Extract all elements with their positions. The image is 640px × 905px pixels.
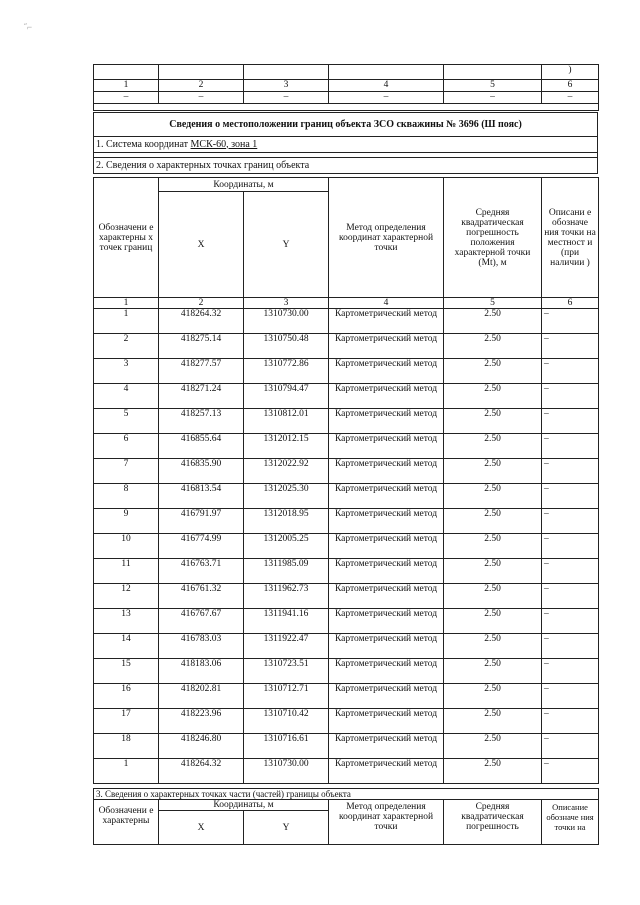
point-number: 12 [94,584,159,609]
x-coordinate: 416791.97 [159,509,244,534]
table-row [94,684,599,709]
table-row [94,759,599,784]
table-row [94,384,599,409]
table-row [94,659,599,684]
column-number: 3 [244,80,329,92]
column-number: 2 [159,298,244,309]
description: – [542,459,599,484]
error-value: 2.50 [444,584,542,609]
error-value: 2.50 [444,334,542,359]
y-coordinate: 1310750.48 [244,334,329,359]
column-number: 4 [329,298,444,309]
error-value: 2.50 [444,459,542,484]
y-coordinate: 1311962.73 [244,584,329,609]
y-coordinate: 1310794.47 [244,384,329,409]
x-coordinate: 418277.57 [159,359,244,384]
header-coordinates: Координаты, м [159,178,329,192]
error-value: 2.50 [444,409,542,434]
y-coordinate: 1310730.00 [244,309,329,334]
spacer-cell [94,104,599,111]
y-coordinate: 1310730.00 [244,759,329,784]
error-value: 2.50 [444,359,542,384]
column-number: 1 [94,298,159,309]
x-coordinate: 416835.90 [159,459,244,484]
column-number-row [94,298,599,309]
description: – [542,684,599,709]
top-cell [159,65,244,80]
x-coordinate: 418223.96 [159,709,244,734]
y-coordinate: 1310716.61 [244,734,329,759]
parts-header-method: Метод определения координат характерной точки [329,800,444,845]
column-number: 1 [94,80,159,92]
table-row [94,434,599,459]
description: – [542,559,599,584]
y-coordinate: 1312012.15 [244,434,329,459]
y-coordinate: 1311941.16 [244,609,329,634]
description: – [542,709,599,734]
error-value: 2.50 [444,634,542,659]
method: Картометрический метод [329,609,444,634]
coordinate-system-line [94,137,598,153]
method: Картометрический метод [329,484,444,509]
description: – [542,434,599,459]
point-number: 2 [94,334,159,359]
top-cell [329,65,444,80]
header-y: Y [244,192,329,298]
column-number-row [94,80,599,92]
table-row [94,484,599,509]
description: – [542,659,599,684]
description: – [542,359,599,384]
x-coordinate: 418246.80 [159,734,244,759]
column-number: 3 [244,298,329,309]
description: – [542,609,599,634]
x-coordinate: 418183.06 [159,659,244,684]
column-number: 5 [444,298,542,309]
point-number: 1 [94,759,159,784]
header-x: X [159,192,244,298]
column-number: 5 [444,80,542,92]
x-coordinate: 416783.03 [159,634,244,659]
coordinate-system-value: МСК-60, зона 1 [190,138,258,150]
y-coordinate: 1312018.95 [244,509,329,534]
table-row [94,634,599,659]
method: Картометрический метод [329,384,444,409]
table-row [94,559,599,584]
error-value: 2.50 [444,734,542,759]
points-section-title: 2. Сведения о характерных точках границ объекта [94,158,598,174]
point-number: 5 [94,409,159,434]
spacer-row [94,104,599,111]
method: Картометрический метод [329,559,444,584]
table-row [94,709,599,734]
y-coordinate: 1310812.01 [244,409,329,434]
y-coordinate: 1311985.09 [244,559,329,584]
point-number: 17 [94,709,159,734]
column-number: 2 [159,80,244,92]
error-value: 2.50 [444,659,542,684]
points-body [94,309,599,784]
column-number: 6 [542,80,599,92]
method: Картометрический метод [329,434,444,459]
header-description: Описани е обозначе ния точки на местност и (при наличии ) [542,178,599,298]
table-row [94,609,599,634]
header-designation: Обозначени е характерны х точек границ [94,178,159,298]
error-value: 2.50 [444,609,542,634]
method: Картометрический метод [329,534,444,559]
y-coordinate: 1311922.47 [244,634,329,659]
table-row [94,459,599,484]
point-number: 1 [94,309,159,334]
method: Картометрический метод [329,634,444,659]
x-coordinate: 416761.32 [159,584,244,609]
point-number: 6 [94,434,159,459]
section-title: Сведения о местоположении границ объекта ЗСО скважины № 3696 (Ш пояс) [94,113,598,137]
table-row [94,334,599,359]
dash-cell: – [94,92,159,104]
point-number: 7 [94,459,159,484]
column-number: 4 [329,80,444,92]
point-number: 18 [94,734,159,759]
method: Картометрический метод [329,659,444,684]
y-coordinate: 1312025.30 [244,484,329,509]
table-row [94,359,599,384]
error-value: 2.50 [444,434,542,459]
x-coordinate: 418257.13 [159,409,244,434]
point-number: 10 [94,534,159,559]
method: Картометрический метод [329,709,444,734]
error-value: 2.50 [444,509,542,534]
parts-table [93,788,599,845]
top-cell [94,65,159,80]
table-row [94,65,599,80]
dash-cell: – [542,92,599,104]
description: – [542,409,599,434]
method: Картометрический метод [329,584,444,609]
method: Картометрический метод [329,409,444,434]
x-coordinate: 416813.54 [159,484,244,509]
method: Картометрический метод [329,759,444,784]
error-value: 2.50 [444,759,542,784]
description: – [542,734,599,759]
x-coordinate: 416767.67 [159,609,244,634]
error-value: 2.50 [444,534,542,559]
error-value: 2.50 [444,684,542,709]
description: – [542,334,599,359]
point-number: 14 [94,634,159,659]
description: – [542,484,599,509]
description: – [542,634,599,659]
table-row [94,309,599,334]
parts-header-x: X [159,811,244,845]
x-coordinate: 416763.71 [159,559,244,584]
x-coordinate: 418202.81 [159,684,244,709]
parts-section-title: 3. Сведения о характерных точках части (частей) границы объекта [94,789,599,800]
dash-cell: – [444,92,542,104]
coordinate-system-prefix: 1. Система координат [96,138,191,150]
point-number: 11 [94,559,159,584]
column-number: 6 [542,298,599,309]
description: – [542,384,599,409]
point-number: 9 [94,509,159,534]
table-row [94,584,599,609]
top-cell [444,65,542,80]
error-value: 2.50 [444,484,542,509]
top-cell [244,65,329,80]
header-error: Средняя квадратическая погрешность положения характерной точки (Mt), м [444,178,542,298]
method: Картометрический метод [329,309,444,334]
error-value: 2.50 [444,309,542,334]
description: – [542,534,599,559]
parts-header-designation: Обозначени е характерны [94,800,159,845]
parts-header-coordinates: Координаты, м [159,800,329,811]
error-value: 2.50 [444,559,542,584]
dash-cell: – [159,92,244,104]
x-coordinate: 416855.64 [159,434,244,459]
table-row [94,534,599,559]
x-coordinate: 418264.32 [159,759,244,784]
top-cell: ) [542,65,599,80]
header-method: Метод определения координат характерной точки [329,178,444,298]
point-number: 3 [94,359,159,384]
boundary-points-table [93,177,599,784]
dash-cell: – [329,92,444,104]
parts-header-description: Описание обозначе ния точки на [542,800,599,845]
error-value: 2.50 [444,709,542,734]
table-row [94,734,599,759]
parts-header-y: Y [244,811,329,845]
method: Картометрический метод [329,509,444,534]
point-number: 8 [94,484,159,509]
description: – [542,759,599,784]
top-continuation-table [93,64,599,111]
y-coordinate: 1310772.86 [244,359,329,384]
point-number: 15 [94,659,159,684]
section-header-table [93,112,598,174]
point-number: 13 [94,609,159,634]
table-row [94,509,599,534]
point-number: 16 [94,684,159,709]
method: Картометрический метод [329,684,444,709]
x-coordinate: 418275.14 [159,334,244,359]
y-coordinate: 1312022.92 [244,459,329,484]
dash-row [94,92,599,104]
parts-header-error: Средняя квадратическая погрешность [444,800,542,845]
y-coordinate: 1310710.42 [244,709,329,734]
description: – [542,584,599,609]
method: Картометрический метод [329,459,444,484]
y-coordinate: 1310712.71 [244,684,329,709]
method: Картометрический метод [329,334,444,359]
x-coordinate: 418264.32 [159,309,244,334]
description: – [542,509,599,534]
method: Картометрический метод [329,359,444,384]
table-row [94,409,599,434]
point-number: 4 [94,384,159,409]
scan-mark: ˝⌐ [24,22,33,32]
dash-cell: – [244,92,329,104]
y-coordinate: 1312005.25 [244,534,329,559]
x-coordinate: 418271.24 [159,384,244,409]
description: – [542,309,599,334]
error-value: 2.50 [444,384,542,409]
y-coordinate: 1310723.51 [244,659,329,684]
method: Картометрический метод [329,734,444,759]
x-coordinate: 416774.99 [159,534,244,559]
